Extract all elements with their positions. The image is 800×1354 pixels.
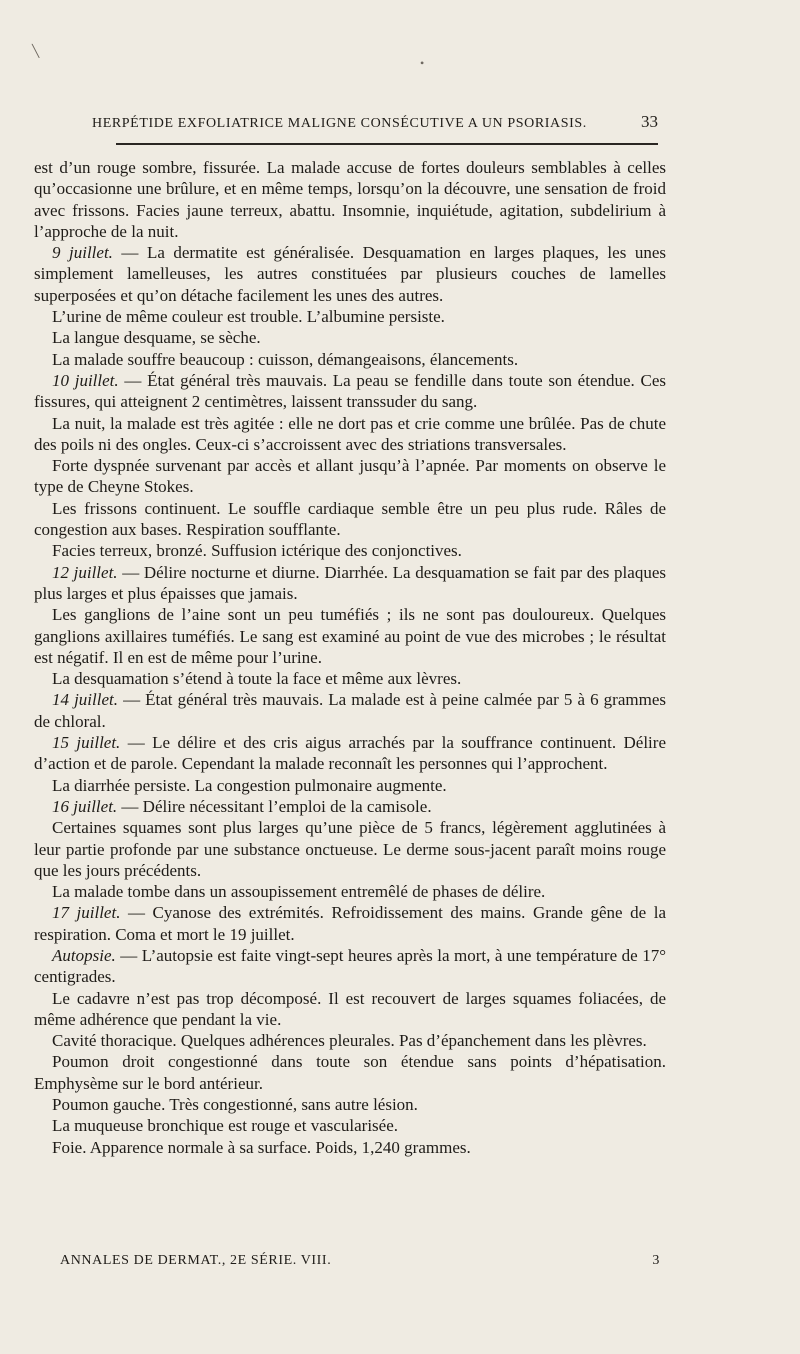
paragraph-text: Foie. Apparence normale à sa surface. Poids, 1,240 grammes. xyxy=(52,1137,471,1157)
dated-entry-paragraph xyxy=(34,242,666,306)
body-paragraph xyxy=(34,1137,666,1158)
paragraph-text: — Cyanose des extrémités. Refroidissement des mains. Grande gêne de la respiration. Coma et mort le 19 juillet. xyxy=(34,903,666,944)
dated-entry-paragraph xyxy=(34,796,666,817)
paragraph-text: — État général très mauvais. La peau se fendille dans toute son étendue. Ces fissures, qui atteignent 2 centimètres, laissent transsuder du sang. xyxy=(34,370,666,412)
margin-mark: ╲ xyxy=(32,44,40,58)
paragraph-text: Cavité thoracique. Quelques adhérences pleurales. Pas d’épanchement dans les plèvres. xyxy=(52,1031,647,1051)
paragraph-text: L’urine de même couleur est trouble. L’albumine persiste. xyxy=(52,307,445,327)
dated-entry-paragraph xyxy=(34,732,666,775)
journal-signature: ANNALES DE DERMAT., 2E SÉRIE. VIII. xyxy=(60,1253,332,1268)
body-paragraph xyxy=(34,881,666,902)
body-paragraph xyxy=(34,1094,666,1115)
paragraph-text: — Délire nocturne et diurne. Diarrhée. La desquamation se fait par des plaques plus larges et plus épaisses que jamais. xyxy=(34,562,666,603)
dated-entry-paragraph xyxy=(34,689,666,732)
entry-date: 9 juillet. xyxy=(52,243,113,263)
body-paragraph xyxy=(34,306,666,327)
paragraph-text: La malade tombe dans un assoupissement entremêlé de phases de délire. xyxy=(52,882,546,902)
body-paragraph xyxy=(34,540,666,561)
body-paragraph xyxy=(34,604,666,668)
body-paragraph xyxy=(34,775,666,796)
running-title: HERPÉTIDE EXFOLIATRICE MALIGNE CONSÉCUTIVE A UN PSORIASIS. xyxy=(92,116,587,131)
body-paragraph xyxy=(34,327,666,348)
paragraph-text: Forte dyspnée survenant par accès et allant jusqu’à l’apnée. Par moments on observe le type de Cheyne Stokes. xyxy=(34,456,666,497)
paragraph-text: La langue desquame, se sèche. xyxy=(52,328,261,348)
body-paragraph xyxy=(34,413,666,456)
entry-date: Autopsie. xyxy=(52,945,116,965)
body-paragraph xyxy=(34,498,666,541)
header-rule xyxy=(116,143,658,145)
body-text xyxy=(34,157,666,1158)
paragraph-text: Facies terreux, bronzé. Suffusion ictérique des conjonctives. xyxy=(52,541,462,561)
body-paragraph xyxy=(34,1030,666,1051)
paragraph-text: est d’un rouge sombre, fissurée. La malade accuse de fortes douleurs semblables à celles qu’occasionne une brûlure, et en même temps, lorsqu’on la découvre, une sensation de froid avec frissons. Facies jaune terreux, abattu. Insomnie, inquiétude, agitation, subdelirium à l’approche de la nuit. xyxy=(34,158,666,241)
paragraph-text: Certaines squames sont plus larges qu’une pièce de 5 francs, légèrement agglutinées à leur partie profonde par une substance onctueuse. Le derme sous-jacent paraît moins rouge que les jours précédents. xyxy=(34,818,666,880)
paragraph-text: La muqueuse bronchique est rouge et vascularisée. xyxy=(52,1116,399,1136)
body-paragraph xyxy=(34,1051,666,1094)
paragraph-text: — L’autopsie est faite vingt-sept heures après la mort, à une température de 17° centigrades. xyxy=(34,945,666,987)
paragraph-text: La nuit, la malade est très agitée : elle ne dort pas et crie comme une brûlée. Pas de chute des poils ni des ongles. Ceux-ci s’accroissent avec des striations transversales. xyxy=(34,413,666,454)
paragraph-text: Le cadavre n’est pas trop décomposé. Il est recouvert de larges squames foliacées, de même adhérence que pendant la vie. xyxy=(34,988,666,1029)
signature-mark: 3 xyxy=(652,1253,660,1268)
paragraph-text: La diarrhée persiste. La congestion pulmonaire augmente. xyxy=(52,775,447,795)
paragraph-text: La malade souffre beaucoup : cuisson, démangeaisons, élancements. xyxy=(52,349,519,369)
page-number: 33 xyxy=(641,112,658,131)
paragraph-text: — État général très mauvais. La malade est à peine calmée par 5 à 6 grammes de chloral. xyxy=(34,690,667,731)
entry-date: 15 juillet. xyxy=(52,733,121,753)
body-paragraph xyxy=(34,349,666,370)
entry-date: 16 juillet. xyxy=(52,796,118,816)
dated-entry-paragraph xyxy=(34,945,666,988)
dated-entry-paragraph xyxy=(34,902,666,945)
paragraph-text: Les ganglions de l’aine sont un peu tuméfiés ; ils ne sont pas douloureux. Quelques ganglions axillaires tuméfiés. Le sang est examiné au point de vue des microbes ; le résultat est négatif. Il en est de même pour l’urine. xyxy=(34,605,666,667)
body-paragraph xyxy=(34,455,666,498)
paragraph-text: Poumon droit congestionné dans toute son étendue sans points d’hépatisation. Emphysème sur le bord antérieur. xyxy=(34,1052,666,1093)
entry-date: 17 juillet. xyxy=(52,903,121,923)
body-paragraph xyxy=(34,1115,666,1136)
running-header xyxy=(92,112,658,132)
body-paragraph xyxy=(34,988,666,1031)
dated-entry-paragraph xyxy=(34,562,666,605)
dated-entry-paragraph xyxy=(34,370,666,413)
entry-date: 12 juillet. xyxy=(52,562,118,582)
body-paragraph xyxy=(34,817,666,881)
paragraph-text: — La dermatite est généralisée. Desquamation en larges plaques, les unes simplement lamelleuses, les autres constituées par plusieurs couches de lamelles superposées et qu’on détache facilement les unes des autres. xyxy=(34,243,666,305)
paragraph-text: La desquamation s’étend à toute la face et même aux lèvres. xyxy=(52,669,462,689)
entry-date: 10 juillet. xyxy=(52,370,119,390)
margin-mark: • xyxy=(420,56,425,70)
paragraph-text: — Délire nécessitant l’emploi de la camisole. xyxy=(117,796,432,816)
paragraph-text: Les frissons continuent. Le souffle cardiaque semble être un peu plus rude. Râles de congestion aux bases. Respiration soufflante. xyxy=(34,498,666,540)
paragraph-text: Poumon gauche. Très congestionné, sans autre lésion. xyxy=(52,1095,418,1115)
body-paragraph xyxy=(34,668,666,689)
paragraph-text: — Le délire et des cris aigus arrachés par la souffrance continuent. Délire d’action et de parole. Cependant la malade reconnaît les personnes qui l’approchent. xyxy=(34,733,666,774)
page-footer xyxy=(60,1253,660,1269)
body-paragraph xyxy=(34,157,666,242)
entry-date: 14 juillet. xyxy=(52,690,118,710)
